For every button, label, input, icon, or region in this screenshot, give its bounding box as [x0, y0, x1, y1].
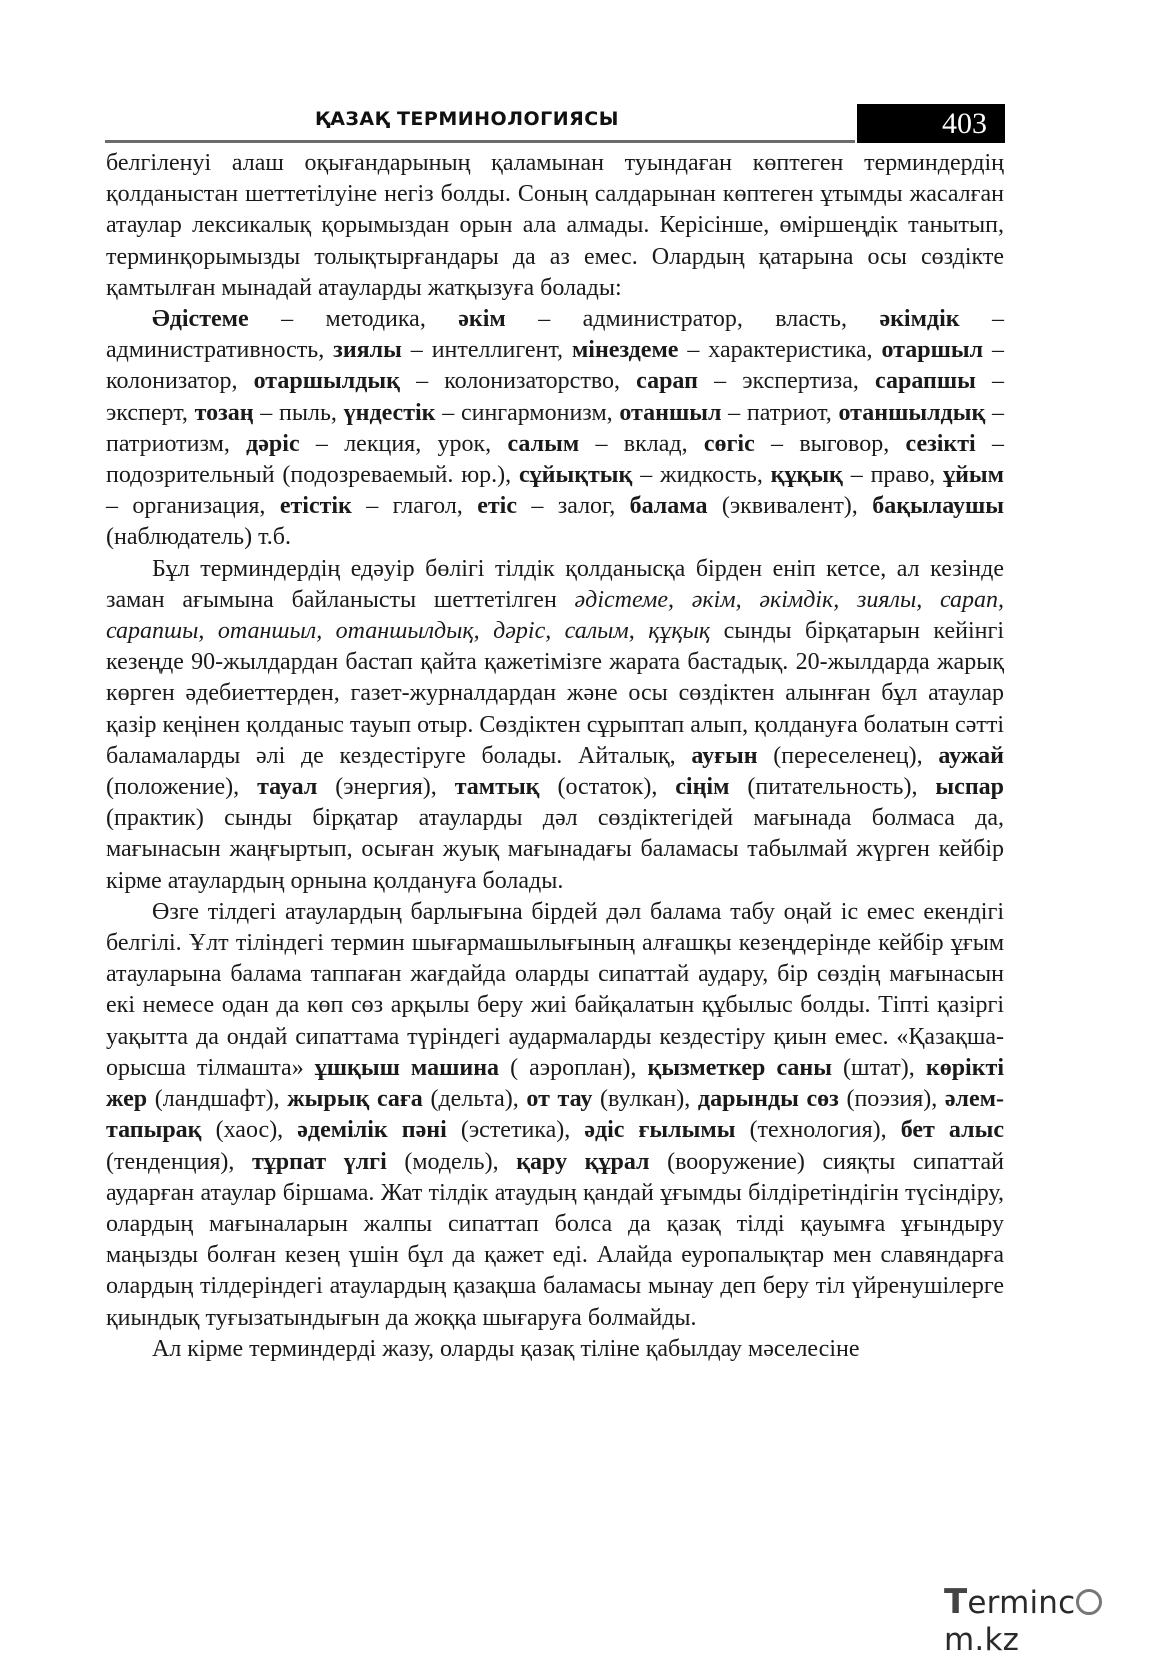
term-bold: көрікті жер — [106, 1054, 1004, 1113]
text-run: (остаток), — [539, 774, 676, 801]
term-bold: қызметкер саны — [647, 1054, 832, 1081]
term-bold: сарапшы — [875, 368, 976, 395]
text-run: (хаос), — [201, 1117, 298, 1144]
text-run: – интеллигент, — [401, 337, 572, 364]
text-run: – подозрительный (подозреваемый. юр.), — [106, 430, 1004, 489]
watermark-t-letter: T — [944, 1582, 968, 1622]
term-bold: етіс — [477, 493, 517, 520]
text-run: (модель), — [386, 1148, 517, 1175]
text-run: – методика, — [248, 306, 459, 333]
text-run: – экспертиза, — [697, 368, 876, 395]
text-run: – патриотизм, — [106, 399, 1004, 457]
text-run: Ал кірме терминдерді жазу, оларды қазақ тіліне қабылдау мәселесіне — [152, 1335, 860, 1362]
watermark-domain: m.kz — [944, 1622, 1020, 1658]
term-bold: отаршыл — [881, 337, 984, 364]
text-run: (практик) сынды бірқатар атауларды дәл сөздіктегідей мағынада болмаса да, мағынасын жаңғыртып, осыған жуық мағынадағы баламасы табылмай жүрген кейбір кірме атаулардың орнына қолдануға болады. — [106, 805, 1004, 894]
text-run: – колонизаторство, — [399, 368, 637, 395]
term-bold: сұйықтық — [518, 462, 633, 489]
term-bold: дәріс — [246, 430, 300, 457]
text-run: (вооружение) сияқты сипаттай аударған атаулар біршама. Жат тілдік атаудың қандай ұғымды білдіретіндігін түсіндіру, олардың мағыналарын жалпы сипаттап болса да қазақ тілді қауымға ұғындыру маңызды болған кезең үшін бұл да қажет еді. Алайда еуропалықтар мен славяндарға олардың тілдеріндегі атаулардың қазақша баламасы мынау деп беру тіл үйренушілерге қиындық туғызатындығын да жоққа шығаруға болмайды. — [106, 1148, 1005, 1331]
text-run: сынды бірқатарын кейінгі кезеңде 90-жылдардан бастап қайта қажетімізге жарата бастадық. 20-жылдарда жарық көрген әдебиеттерден, газет-журналдардан және осы сөздіктен алынған бұл атаулар қазір кеңінен қолданыс тауып отыр. Сөздіктен сұрыптап алып, қолдануға болатын сәтті баламаларды әлі де кездестіруге болады. Айталық, — [106, 618, 1005, 769]
text-run: – сингармонизм, — [435, 399, 620, 426]
text-run: Өзге тілдегі атаулардың барлығына бірдей дәл балама табу оңай іс емес екендігі белгілі. Ұлт тіліндегі термин шығармашылығының алғашқы кезеңдерінде кейбір ұғым атауларына балама таппаған жағдайда оларды сипаттай аудару, бір сөздің мағынасын екі немесе одан да көп сөз арқылы беру жиі байқалатын құбылыс болды. Тіпті қазіргі уақытта да ондай сипаттама түріндегі аудармаларды кездестіру қиын емес. «Қазақша-орысша тілмашта» — [106, 898, 1004, 1081]
term-bold: бет алыс — [900, 1117, 1004, 1144]
text-run: – право, — [842, 462, 944, 489]
text-run: – характеристика, — [678, 337, 882, 364]
term-bold: аужай — [938, 742, 1005, 769]
text-run: – патриот, — [721, 399, 839, 426]
term-bold: етістік — [279, 493, 352, 520]
text-run: (поэзия), — [838, 1086, 945, 1113]
text-run: (энергия), — [317, 774, 455, 801]
text-run: (дельта), — [422, 1086, 527, 1113]
term-bold: дарынды сөз — [697, 1086, 839, 1113]
text-run: (эквивалент), — [707, 493, 873, 520]
term-bold: әлем-тапырақ — [106, 1086, 1005, 1144]
page-number-box — [857, 104, 1005, 143]
term-bold: тауал — [257, 774, 318, 801]
text-run: (вулкан), — [592, 1086, 698, 1113]
text-run: – залог, — [516, 493, 630, 520]
text-run: – выговор, — [754, 430, 906, 457]
text-run: (тенденция), — [106, 1148, 252, 1175]
paragraph — [106, 897, 1004, 1334]
text-run: – вклад, — [579, 430, 704, 457]
term-bold: Әдістеме — [152, 306, 249, 333]
text-run: – лекция, урок, — [299, 430, 508, 457]
term-bold: от тау — [526, 1086, 593, 1113]
term-bold: зиялы — [333, 337, 402, 364]
text-run: Бұл терминдердің едәуір бөлігі тілдік қолданысқа бірден еніп кетсе, ал кезінде заман ағымына байланысты шеттетілген — [106, 555, 1004, 613]
site-watermark — [944, 1582, 1144, 1658]
body-text — [106, 148, 1004, 1365]
term-bold: сіңім — [675, 774, 730, 801]
term-bold: ыспар — [935, 774, 1004, 801]
text-run: – жидкость, — [632, 462, 771, 489]
term-bold: салым — [507, 430, 580, 457]
paragraph — [106, 1334, 1004, 1365]
running-title: ҚАЗАҚ ТЕРМИНОЛОГИЯСЫ — [315, 108, 619, 130]
term-bold: сөгіс — [703, 430, 755, 457]
text-run: (положение), — [106, 774, 258, 801]
term-bold: сарап — [636, 368, 698, 395]
text-run: – организация, — [106, 493, 280, 520]
term-bold: балама — [629, 493, 708, 520]
term-bold: ұшқыш машина — [314, 1054, 500, 1081]
term-bold: тозаң — [194, 399, 254, 426]
term-bold: жырық саға — [287, 1086, 423, 1113]
text-run: (переселенец), — [757, 742, 939, 769]
term-bold: үндестік — [343, 399, 436, 426]
paragraph — [106, 554, 1004, 897]
term-italic: әдістеме, әкім, әкімдік, зиялы, сарап, сарапшы, отаншыл, отаншылдық, дәріс, салым, құқық — [106, 586, 1004, 645]
term-bold: әдіс ғылымы — [584, 1117, 736, 1144]
term-bold: отаншыл — [619, 399, 722, 426]
text-run: – пыль, — [253, 399, 344, 426]
text-run: (технология), — [735, 1117, 901, 1144]
term-bold: тұрпат үлгі — [252, 1148, 387, 1175]
term-bold: құқық — [770, 462, 843, 489]
header-rule — [105, 140, 855, 143]
text-run: ( аэроплан), — [499, 1054, 648, 1081]
term-bold: тамтық — [454, 774, 540, 801]
term-bold: бақылаушы — [872, 493, 1004, 520]
text-run: – административность, — [106, 306, 1005, 364]
text-run: (ландшафт), — [147, 1086, 288, 1113]
paragraph — [106, 148, 1004, 304]
paragraph — [106, 304, 1004, 554]
text-run: – глагол, — [351, 493, 478, 520]
term-bold: әдемілік пәні — [297, 1117, 447, 1144]
term-bold: отаршылдық — [253, 368, 400, 395]
term-bold: отаншылдық — [838, 399, 986, 426]
text-run: – колонизатор, — [106, 337, 1004, 395]
text-run: (питательность), — [729, 774, 936, 801]
term-bold: әкімдік — [879, 306, 960, 333]
running-header — [105, 104, 1005, 144]
term-bold: әкім — [458, 306, 506, 333]
circle-o-icon — [1076, 1589, 1102, 1615]
term-bold: сезікті — [905, 430, 976, 457]
page-number: 403 — [942, 107, 987, 140]
text-run: (эстетика), — [446, 1117, 585, 1144]
term-bold: қару құрал — [516, 1148, 650, 1175]
text-run: (штат), — [831, 1054, 926, 1081]
text-run: белгіленуі алаш оқығандарының қаламынан туындаған көптеген терминдердің қолданыстан шеттетілуіне негіз болды. Соның салдарынан көптеген ұтымды жасалған атаулар лексикалық қорымыздан орын ала алмады. Керісінше, өміршеңдік танытып, терминқорымызды толықтырғандары да аз емес. Олардың қатарына осы сөздікте қамтылған мынадай атауларды жатқызуға болады: — [106, 150, 1004, 301]
watermark-text-part: erminc — [967, 1585, 1076, 1621]
text-run: – эксперт, — [106, 368, 1005, 426]
text-run: – администратор, власть, — [505, 306, 880, 333]
text-run: (наблюдатель) т.б. — [106, 524, 291, 551]
term-bold: ұйым — [943, 462, 1004, 489]
term-bold: мінездеме — [571, 337, 679, 364]
term-bold: ауғын — [691, 742, 758, 769]
